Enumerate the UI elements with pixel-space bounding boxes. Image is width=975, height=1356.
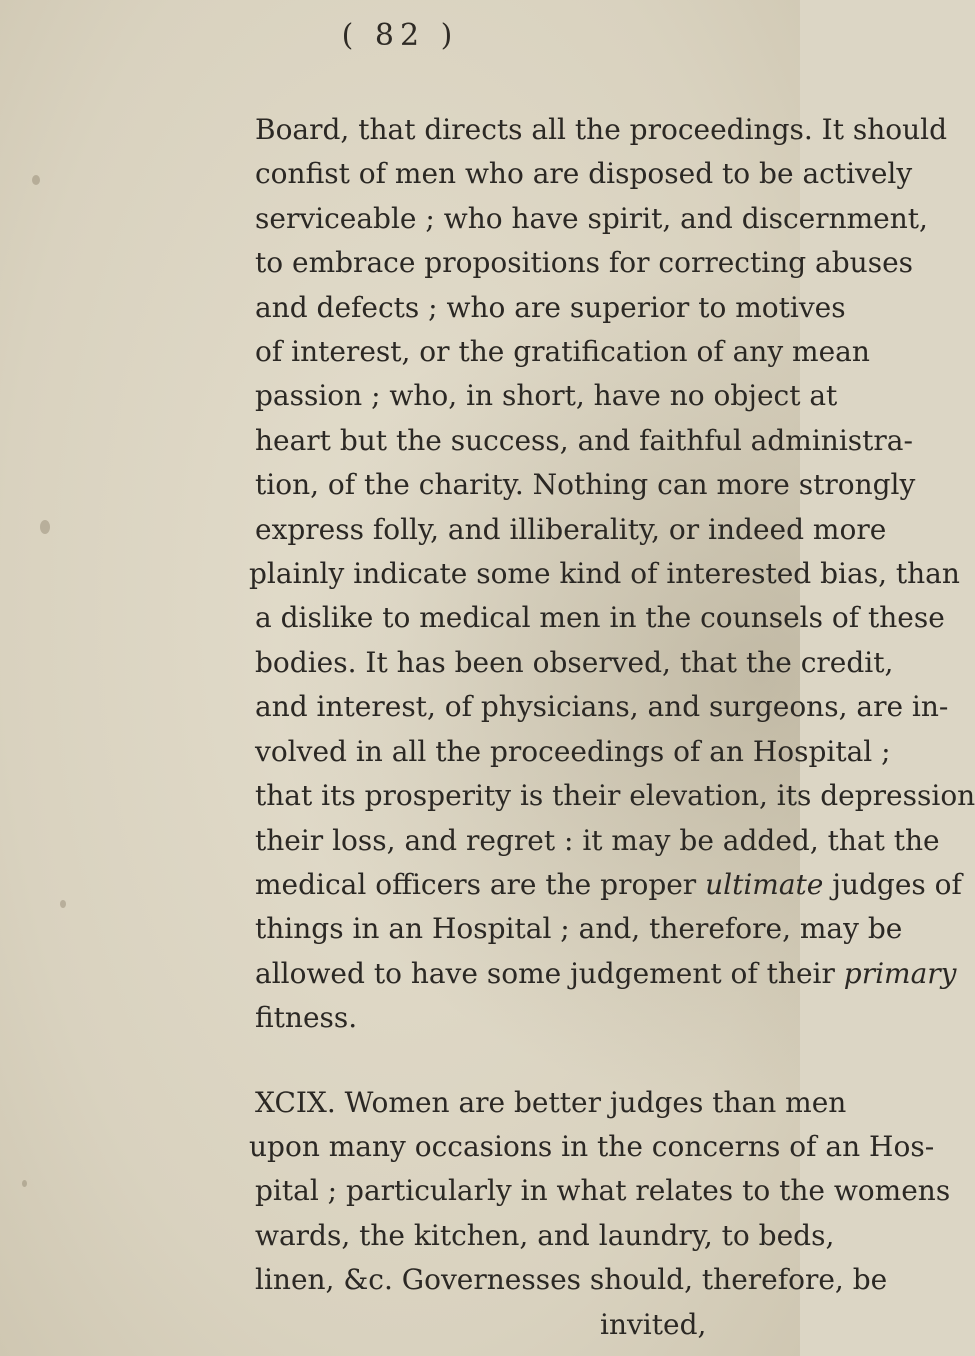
text-line: wards, the kitchen, and laundry, to beds, — [255, 1218, 835, 1252]
text-segment: judges of — [832, 867, 962, 901]
text-line: and interest, of physicians, and surgeons, are in- — [255, 690, 949, 724]
text-line: express folly, and illiberality, or indeed more — [255, 512, 887, 546]
foxing-spot — [60, 900, 66, 908]
page-number: ( 82 ) — [341, 18, 459, 53]
text-line: and defects ; who are superior to motives — [255, 290, 846, 324]
foxing-spot — [22, 1180, 27, 1187]
text-line: a dislike to medical men in the counsels of these — [255, 601, 945, 635]
text-line — [255, 952, 957, 996]
text-line: heart but the success, and faithful administra- — [255, 423, 913, 457]
text-line: pital ; particularly in what relates to the womens — [255, 1174, 951, 1208]
section-heading-line: XCIX. Women are better judges than men — [255, 1085, 847, 1119]
text-line — [255, 863, 962, 907]
text-line: their loss, and regret : it may be added, that the — [255, 823, 940, 857]
italic-word: primary — [843, 956, 957, 990]
text-line: Board, that directs all the proceedings. It should — [255, 113, 948, 146]
text-line: serviceable ; who have spirit, and discernment, — [255, 201, 928, 235]
foxing-spot — [32, 175, 40, 185]
text-line: that its prosperity is their elevation, its depression — [255, 779, 975, 813]
text-line: plainly indicate some kind of interested bias, than — [249, 557, 960, 591]
text-line: upon many occasions in the concerns of an Hos- — [249, 1129, 935, 1163]
text-line: tion, of the charity. Nothing can more strongly — [255, 468, 916, 502]
text-line: fitness. — [255, 1001, 358, 1035]
text-line: of interest, or the gratification of any mean — [255, 335, 870, 369]
italic-word: ultimate — [705, 867, 824, 901]
text-segment: allowed to have some judgement of their — [255, 956, 835, 990]
body-text — [249, 108, 975, 1347]
text-line: things in an Hospital ; and, therefore, may be — [255, 912, 903, 946]
text-line: passion ; who, in short, have no object at — [255, 379, 838, 413]
catchword: invited, — [600, 1307, 707, 1341]
text-line: to embrace propositions for correcting abuses — [255, 246, 914, 280]
text-line: volved in all the proceedings of an Hospital ; — [255, 734, 891, 768]
text-segment: medical officers are the proper — [255, 867, 697, 901]
text-line: bodies. It has been observed, that the credit, — [255, 645, 894, 679]
text-line: linen, &c. Governesses should, therefore, be — [255, 1263, 888, 1297]
text-line: confist of men who are disposed to be actively — [255, 157, 913, 191]
foxing-spot — [40, 520, 50, 534]
